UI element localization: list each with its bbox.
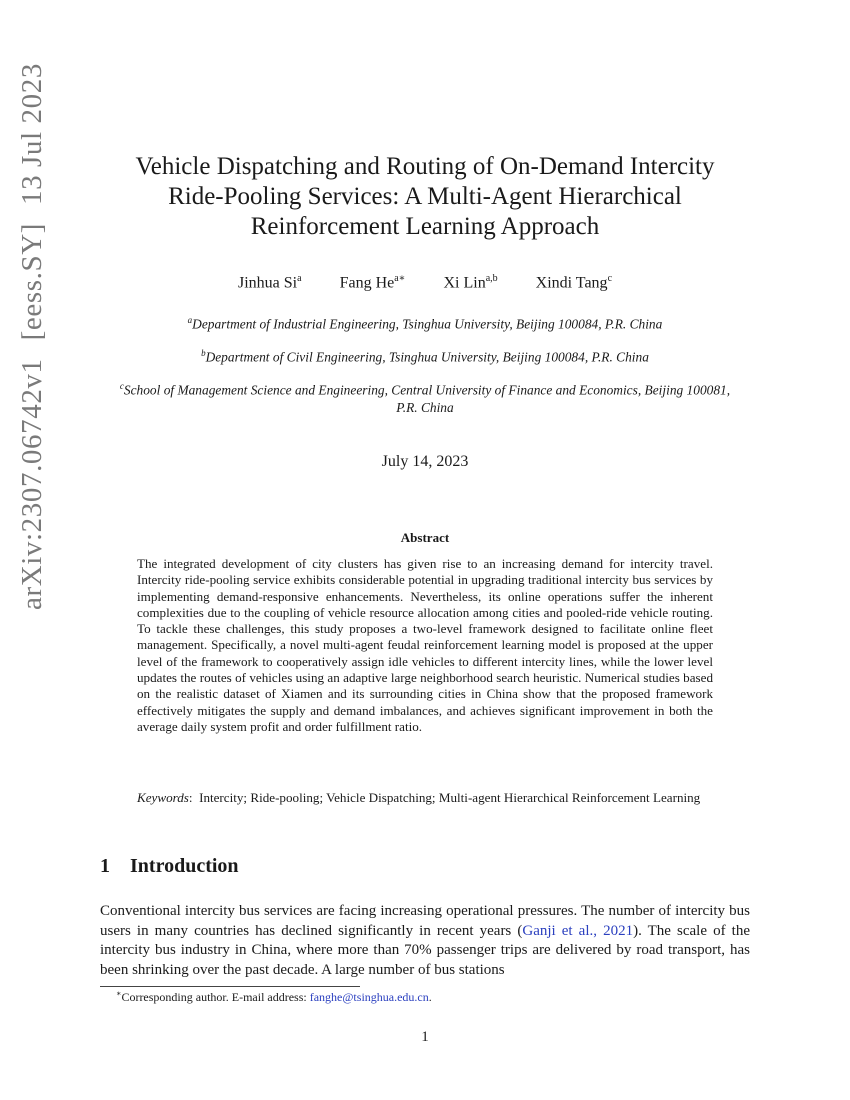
author bbox=[536, 273, 612, 292]
keywords-text: Intercity; Ride-pooling; Vehicle Dispatching; Multi-agent Hierarchical Reinforcement Learning bbox=[199, 790, 701, 805]
author-affil-mark: a,b bbox=[485, 273, 498, 284]
affiliation-text: Department of Industrial Engineering, Tsinghua University, Beijing 100084, P.R. China bbox=[192, 316, 663, 332]
section-title: Introduction bbox=[130, 855, 239, 877]
intro-paragraph bbox=[100, 902, 750, 980]
keywords: Keywords: Intercity; Ride-pooling; Vehicle Dispatching; Multi-agent Hierarchical Reinforcement Learning bbox=[137, 790, 701, 805]
title-line: Vehicle Dispatching and Routing of On-Demand Intercity bbox=[135, 153, 715, 180]
title-line: Reinforcement Learning Approach bbox=[250, 213, 600, 240]
affiliation-mark: c bbox=[119, 381, 124, 391]
footnote bbox=[116, 989, 432, 1005]
affiliation-mark: a bbox=[187, 315, 193, 325]
affiliation-text: Department of Civil Engineering, Tsinghua University, Beijing 100084, P.R. China bbox=[205, 349, 649, 365]
affiliation-mark: b bbox=[201, 348, 206, 358]
arxiv-identifier-stamp bbox=[16, 63, 49, 610]
author-name: Xindi Tang bbox=[535, 274, 608, 292]
author-affil-mark: a∗ bbox=[394, 273, 406, 284]
footnote-end: . bbox=[428, 990, 432, 1004]
author-name: Xi Lin bbox=[443, 274, 486, 292]
author bbox=[443, 273, 497, 292]
author bbox=[340, 273, 406, 292]
intro-text: ). The scale of the intercity bus industry in China, where more than 70% passenger trips are delivered by road transport, has been shrinking over the past decade. A large number of bus stations bbox=[100, 922, 750, 978]
footnote-text: Corresponding author. E-mail address: bbox=[121, 990, 310, 1004]
footnote-mark: ∗ bbox=[116, 989, 122, 998]
affiliation-c bbox=[96, 377, 754, 417]
paper-title bbox=[100, 152, 750, 242]
abstract-heading: Abstract bbox=[400, 530, 450, 545]
citation-link[interactable]: Ganji et al., 2021 bbox=[522, 922, 634, 939]
author-affil-mark: a bbox=[297, 273, 302, 284]
arxiv-category: [eess.SY] bbox=[16, 223, 48, 341]
arxiv-date: 13 Jul 2023 bbox=[16, 63, 48, 205]
paper-date: July 14, 2023 bbox=[381, 453, 469, 470]
author-affil-mark: c bbox=[607, 273, 613, 284]
affiliation-a bbox=[100, 311, 750, 333]
arxiv-id[interactable]: arXiv:2307.06742v1 bbox=[16, 358, 48, 610]
section-heading bbox=[100, 855, 239, 878]
intro-text: Conventional intercity bus services are facing increasing operational pressures. The number of intercity bus users in many countries has declined significantly in recent years ( bbox=[100, 903, 750, 939]
title-line: Ride-Pooling Services: A Multi-Agent Hierarchical bbox=[168, 183, 682, 210]
keywords-label: Keywords bbox=[137, 790, 189, 805]
footnote-divider bbox=[100, 986, 360, 987]
section-number: 1 bbox=[100, 855, 110, 877]
page-number: 1 bbox=[421, 1029, 429, 1045]
affiliation-text: School of Management Science and Engineering, Central University of Finance and Economics, Beijing 100081, bbox=[123, 382, 731, 398]
abstract-body: The integrated development of city clusters has given rise to an increasing demand for intercity travel. Intercity ride-pooling service exhibits considerable potential in upgrading traditional intercity bus services by implementing demand-responsive enhancements. Nevertheless, its online operations suffer the inherent complexities due to the coupling of vehicle resource allocation among cities and pooled-ride vehicle routing. To tackle these challenges, this study proposes a two-level framework designed to facilitate online fleet management. Specifically, a novel multi-agent feudal reinforcement learning model is proposed at the upper level of the framework to cooperatively assign idle vehicles to different intercity lines, while the lower level updates the routes of vehicles using an adaptive large neighborhood search heuristic. Numerical studies based on the realistic dataset of Xiamen and its surrounding cities in China show that the proposed framework effectively mitigates the supply and demand imbalances, and achieves significant improvement in both the average daily system profit and order fulfillment ratio. bbox=[137, 556, 713, 734]
author-name: Fang He bbox=[339, 274, 395, 292]
author-list bbox=[100, 273, 750, 292]
affiliation-text-continued: P.R. China bbox=[396, 400, 454, 416]
author-name: Jinhua Si bbox=[237, 274, 298, 292]
affiliation-b bbox=[100, 344, 750, 366]
email-link[interactable]: fanghe@tsinghua.edu.cn bbox=[309, 990, 429, 1004]
author bbox=[238, 273, 302, 292]
